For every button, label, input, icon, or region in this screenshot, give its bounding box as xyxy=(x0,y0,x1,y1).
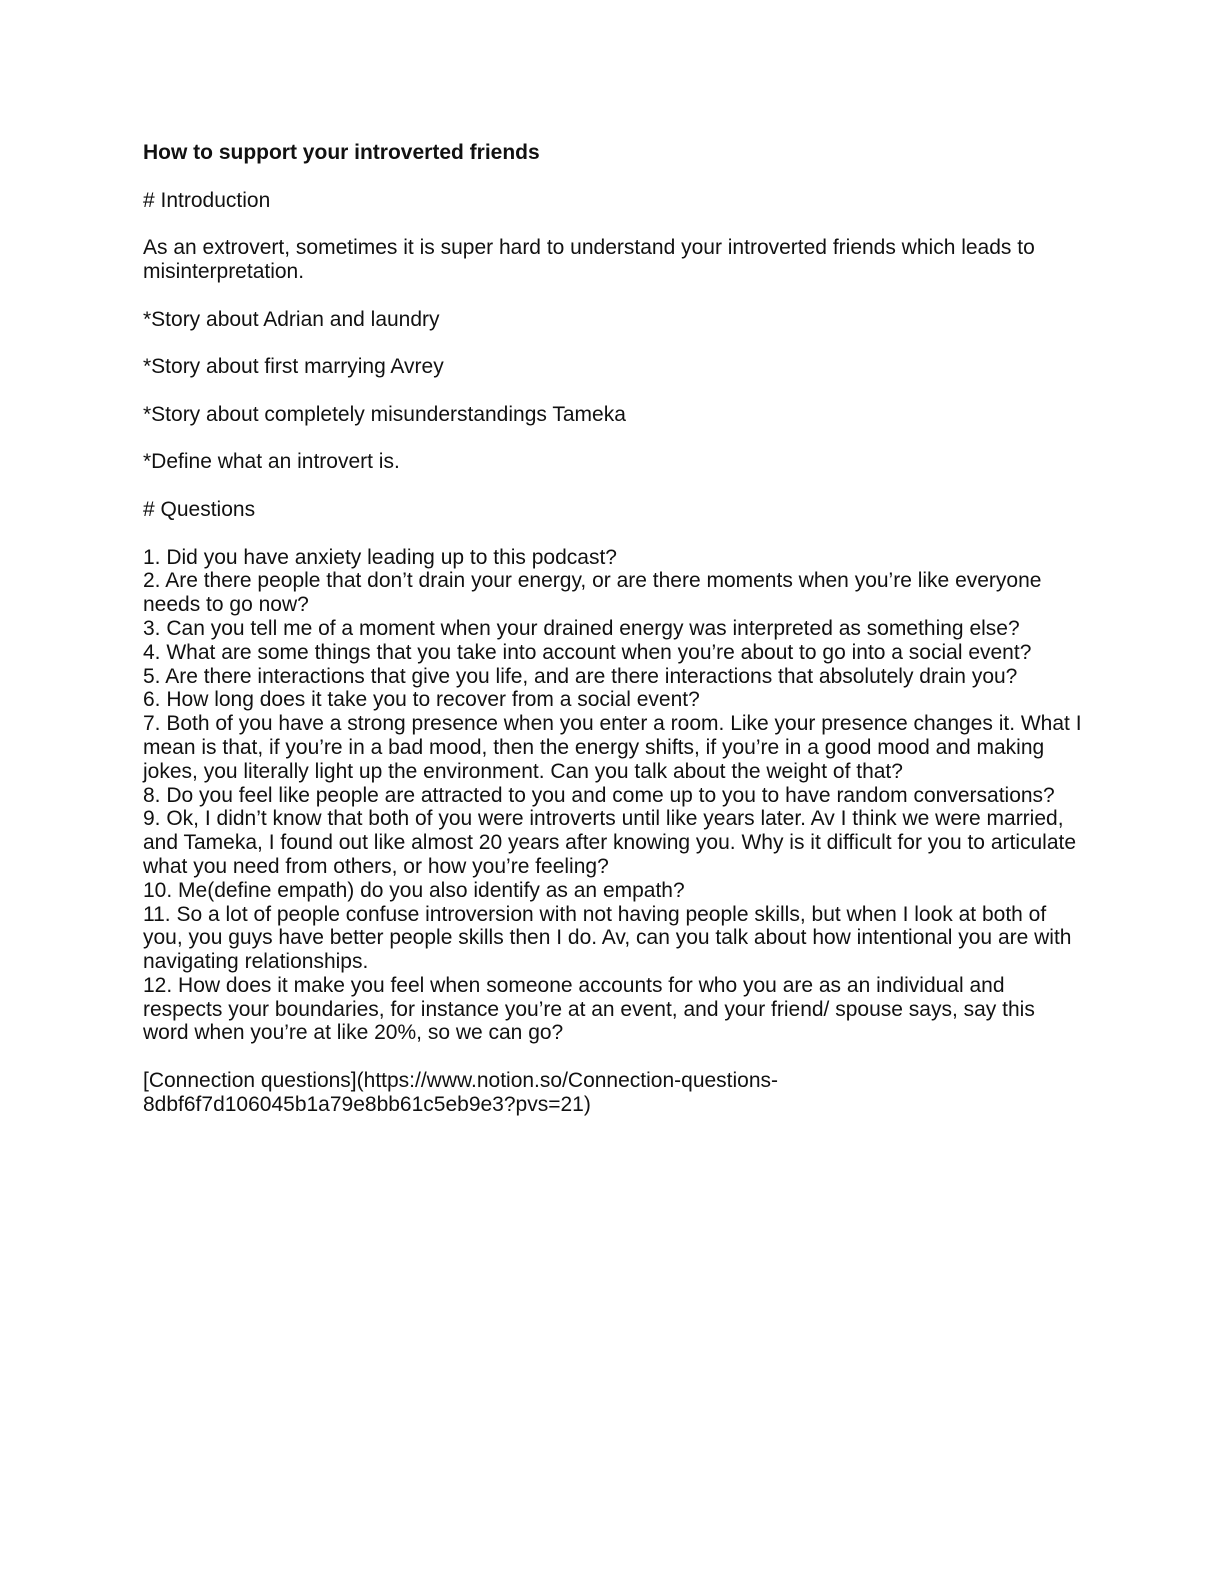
note-item: *Define what an introvert is. xyxy=(143,450,400,474)
questions-heading: # Questions xyxy=(143,497,256,521)
question-item: 3. Can you tell me of a moment when your drained energy was interpreted as something else? xyxy=(143,616,1020,640)
question-item: 4. What are some things that you take into account when you’re about to go into a social event? xyxy=(143,640,1032,664)
questions-list xyxy=(143,546,1083,1046)
note-item: *Story about completely misunderstandings Tameka xyxy=(143,402,626,426)
document-title: How to support your introverted friends xyxy=(143,141,540,164)
question-item: 12. How does it make you feel when someone accounts for who you are as an individual and respects your boundaries, for instance you’re at an event, and your friend/ spouse says, say this word when you’re at like 20%, so we can go? xyxy=(143,973,1035,1045)
question-item: 2. Are there people that don’t drain your energy, or are there moments when you’re like everyone needs to go now? xyxy=(143,569,1042,617)
connection-questions-link[interactable]: [Connection questions](https://www.notion.so/Connection-questions-8dbf6f7d106045b1a79e8bb61c5eb9e3?pvs=21) xyxy=(143,1069,779,1116)
intro-heading: # Introduction xyxy=(143,188,271,212)
question-item: 1. Did you have anxiety leading up to this podcast? xyxy=(143,545,617,569)
note-item: *Story about Adrian and laundry xyxy=(143,307,440,331)
question-item: 11. So a lot of people confuse introversion with not having people skills, but when I look at both of you, you guys have better people skills then I do. Av, can you talk about how intentional you are with navigating relationships. xyxy=(143,902,1072,974)
question-item: 7. Both of you have a strong presence when you enter a room. Like your presence changes it. What I mean is that, if you’re in a bad mood, then the energy shifts, if you’re in a good mood and making jokes, you literally light up the environment. Can you talk about the weight of that? xyxy=(143,712,1082,783)
question-item: 9. Ok, I didn’t know that both of you were introverts until like years later. Av I think we were married, and Tameka, I found out like almost 20 years after knowing you. Why is it difficult for you to articulate what you need from others, or how you’re feeling? xyxy=(143,807,1077,878)
question-item: 10. Me(define empath) do you also identify as an empath? xyxy=(143,878,685,902)
question-item: 5. Are there interactions that give you life, and are there interactions that absolutely drain you? xyxy=(143,664,1018,688)
document-page xyxy=(143,141,1083,1117)
note-item: *Story about first marrying Avrey xyxy=(143,355,444,379)
intro-paragraph: As an extrovert, sometimes it is super hard to understand your introverted friends which leads to misinterpretation. xyxy=(143,236,1035,283)
question-item: 6. How long does it take you to recover from a social event? xyxy=(143,688,700,712)
question-item: 8. Do you feel like people are attracted to you and come up to you to have random conversations? xyxy=(143,783,1055,807)
